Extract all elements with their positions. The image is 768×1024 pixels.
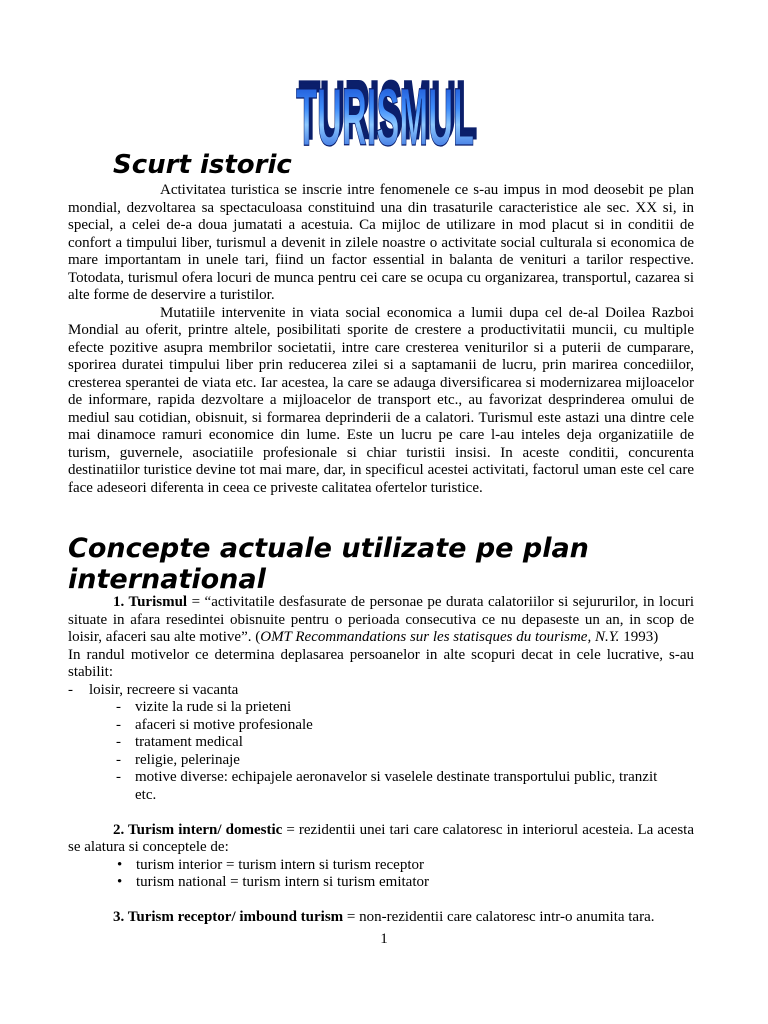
history-section xyxy=(68,182,694,497)
list-item-text: loisir, recreere si vacanta xyxy=(89,681,239,698)
definition-tourism-label: 1. Turismul xyxy=(113,594,188,610)
concepts-heading: Concepte actuale utilizate pe plan international xyxy=(68,533,589,595)
title-shadow: TURISMUL xyxy=(299,65,477,152)
definition-tourism-text: = “activitatile desfasurate de personae pe durata calatoriilor si sejururilor, in locuri situate in afara resedintei obisnuite pentru o perioada consecutiva ce nu depaseste un an, in scop de loisir, afaceri sau alte motive”. ( xyxy=(68,594,694,645)
list-item xyxy=(68,682,694,700)
title-wordart xyxy=(290,62,486,152)
history-paragraph-2: Mutatiile intervenite in viata social economica a lumii dupa cel de-al Doilea Razboi Mondial au oferit, printre altele, posibilitati sporite de crestere a productivitatii muncii, cu multiple efecte pozitive asupra membrilor societatii, intre care cresterea veniturilor si a puterii de cumparare, sporirea duratei timpului liber prin reducerea zilei si a saptamanii de lucru, prin marirea concediilor, cresterea sperantei de viata etc. Iar acestea, la care se adauga diversificarea si modernizarea mijloacelor de informare, rapida dezvoltare a mijloacelor de transport etc., au favorizat desprinderea omului de mediul sau cotidian, obisnuit, si formarea deprinderii de a calatori. Turismul este astazi una dintre cele mai dinamoce ramuri economice din lume. Este un lucru pe care l-au inteles deja organizatiile de turism, guvernele, asociatiile profesionale si chiar turistii insisi. In aceste conditii, concurenta destinatiilor turistice devine tot mai mare, dar, in specificul acestei activitati, factorul uman este cel care face adeseori diferenta in ceea ce priveste calitatea ofertelor turistice. xyxy=(68,304,694,496)
list-item-text: vizite la rude si la prieteni xyxy=(135,699,292,715)
definition-domestic-text: = rezidentii unei tari care calatoresc in interiorul acesteia. La acesta se alatura si conceptele de: xyxy=(68,821,694,855)
definition-inbound xyxy=(68,909,694,927)
dash-marker: - xyxy=(116,751,121,768)
bullet-item-text: turism national = turism intern si turism emitator xyxy=(136,874,430,890)
definition-inbound-label: 3. Turism receptor/ imbound turism xyxy=(113,909,344,925)
dash-marker: - xyxy=(116,699,121,715)
list-item xyxy=(116,717,670,735)
list-item-text: tratament medical xyxy=(135,734,243,750)
bullet-marker: • xyxy=(117,874,123,890)
list-item-text: motive diverse: echipajele aeronavelor si vaselele destinate transportului public, tranzit etc. xyxy=(135,769,658,803)
dash-marker: - xyxy=(116,734,121,750)
definition-domestic xyxy=(68,822,694,857)
definition-tourism xyxy=(68,594,694,647)
dash-marker: - xyxy=(68,681,73,698)
dash-marker: - xyxy=(116,716,121,733)
bullet-item-text: turism interior = turism intern si turism receptor xyxy=(136,856,424,873)
list-item-text: religie, pelerinaje xyxy=(135,751,240,768)
list-item xyxy=(116,734,670,752)
concepts-section xyxy=(68,594,694,927)
motives-intro: In randul motivelor ce determina deplasarea persoanelor in alte scopuri decat in cele lucrative, s-au stabilit: xyxy=(68,646,694,680)
list-item xyxy=(116,752,670,770)
list-item xyxy=(116,699,670,717)
bullet-item xyxy=(117,874,694,892)
bullet-item xyxy=(117,857,694,875)
definition-tourism-year: 1993) xyxy=(619,629,659,645)
title-text: TURISMUL xyxy=(296,72,474,152)
page-number: 1 xyxy=(380,931,388,947)
bullet-marker: • xyxy=(117,856,123,873)
history-paragraph-1: Activitatea turistica se inscrie intre fenomenele ce s-au impus in mod deosebit pe plan mondial, dezvoltarea sa spectaculoasa constituind una din trasaturile caracteristice ale sec. XX si, in special, a celei de-a doua jumatati a acestuia. Ca mijloc de utilizare in mod placut si in conditii de confort a timpului liber, turismul a devenit in zilele noastre o activitate social culturala si economica de mare importantam in unele tari, fiind un factor essential in balanta de venituri a tarilor respective. Totodata, turismul ofera locuri de munca pentru cei care se ocupa cu organizarea, transportul, cazarea si alte forme de deservire a turistilor. xyxy=(68,182,694,303)
list-item xyxy=(116,769,670,804)
definition-tourism-source: OMT Recommandations sur les statisques du tourisme, N.Y. xyxy=(260,629,620,645)
definition-inbound-text: = non-rezidentii care calatoresc intr-o anumita tara. xyxy=(343,909,655,925)
history-heading: Scurt istoric xyxy=(113,150,292,180)
definition-domestic-label: 2. Turism intern/ domestic xyxy=(113,821,283,838)
dash-marker: - xyxy=(116,769,121,785)
list-item-text: afaceri si motive profesionale xyxy=(135,716,313,733)
